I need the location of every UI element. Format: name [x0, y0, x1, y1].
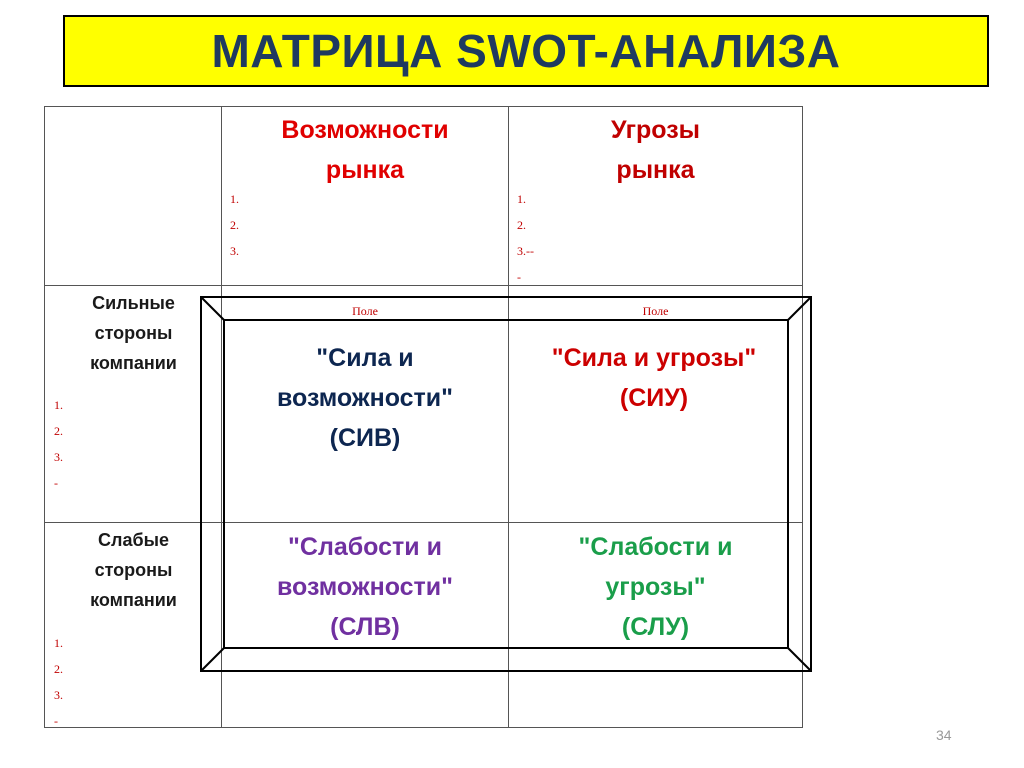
quadrant-slu: [509, 527, 802, 647]
strengths-title-line1: Сильные: [92, 293, 175, 313]
list-item: 3.: [54, 688, 63, 702]
list-item: -: [54, 714, 58, 728]
opportunities-list: [230, 186, 239, 264]
threats-header: [509, 110, 802, 190]
list-item: 2.: [54, 662, 63, 676]
threats-title-line1: Угрозы: [610, 116, 700, 144]
strengths-title-line3: компании: [90, 353, 177, 373]
list-item: -: [54, 476, 58, 490]
list-item: 3.: [230, 244, 239, 258]
slu-line1: "Слабости и: [578, 533, 733, 561]
field-label-siv: Поле: [352, 304, 378, 318]
threats-list: [517, 186, 534, 290]
page-title: МАТРИЦА SWOT-АНАЛИЗА: [211, 25, 841, 77]
row-divider-1: [44, 285, 803, 286]
strengths-title-line2: стороны: [94, 323, 173, 343]
table-border-left: [44, 106, 45, 728]
siv-line1: "Сила и: [316, 344, 414, 372]
page-number: 34: [936, 727, 952, 743]
opportunities-header: [222, 110, 508, 190]
slv-line3: (СЛВ): [330, 613, 400, 641]
quadrant-slv: [222, 527, 508, 647]
opportunities-title-line1: Возможности: [281, 116, 449, 144]
list-item: 1.: [54, 398, 63, 412]
weaknesses-title-line2: стороны: [94, 560, 173, 580]
threats-title-line2: рынка: [616, 156, 695, 184]
strengths-list: [54, 392, 63, 496]
slu-line3: (СЛУ): [621, 613, 690, 641]
title-banner: [63, 15, 989, 87]
list-item: 1.: [517, 192, 526, 206]
slu-line2: угрозы": [605, 573, 706, 601]
opportunities-title-line2: рынка: [325, 156, 405, 184]
weaknesses-header: [46, 525, 221, 615]
weaknesses-title-line3: компании: [90, 590, 177, 610]
list-item: 2.: [517, 218, 526, 232]
slv-line2: возможности": [276, 573, 454, 601]
field-label-siu: Поле: [642, 304, 669, 318]
list-item: 2.: [54, 424, 63, 438]
siu-line1: "Сила и угрозы": [551, 344, 757, 372]
quadrant-siv: [222, 338, 508, 458]
list-item: 1.: [230, 192, 239, 206]
list-item: 1.: [54, 636, 63, 650]
strengths-header: [46, 288, 221, 378]
siu-line2: (СИУ): [619, 384, 689, 412]
list-item: 3.--: [517, 244, 534, 258]
list-item: 3.: [54, 450, 63, 464]
list-item: 2.: [230, 218, 239, 232]
weaknesses-title-line1: Слабые: [98, 530, 169, 550]
siv-line2: возможности": [276, 384, 454, 412]
weaknesses-list: [54, 630, 63, 734]
siv-line3: (СИВ): [329, 424, 401, 452]
list-item: -: [517, 270, 521, 284]
table-border-bottom: [44, 727, 803, 728]
table-border-top: [44, 106, 803, 107]
slv-line1: "Слабости и: [288, 533, 442, 561]
quadrant-siu: [504, 338, 804, 418]
